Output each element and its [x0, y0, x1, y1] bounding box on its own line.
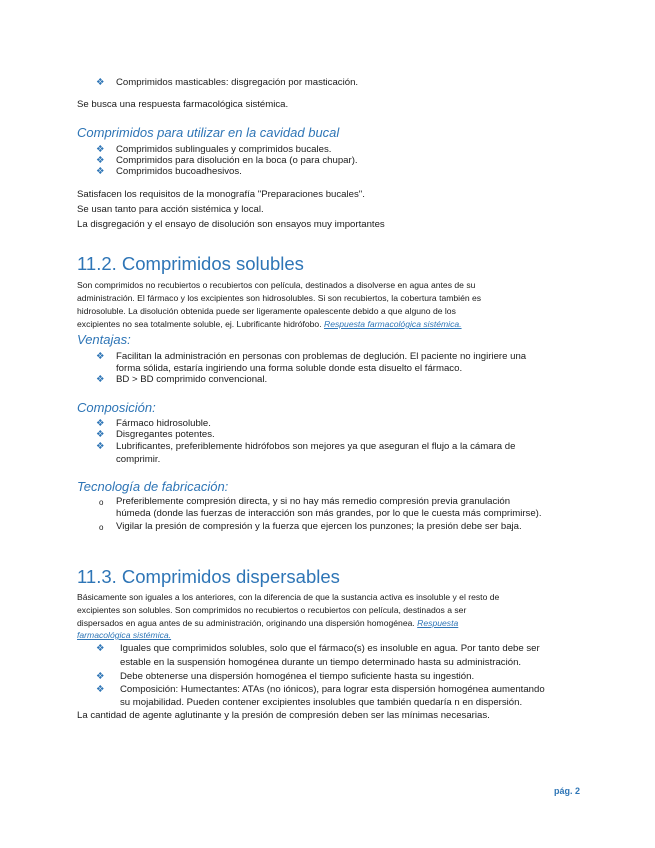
heading-ventajas: Ventajas:: [77, 332, 131, 347]
respuesta-link[interactable]: Respuesta: [417, 618, 459, 628]
list-item: Debe obtenerse una dispersión homogénea el tiempo suficiente hasta su ingestión.: [120, 671, 475, 682]
paragraph-line: Básicamente son iguales a los anteriores, con la diferencia de que la sustancia activa es insoluble y el resto de: [77, 592, 500, 602]
paragraph: La disgregación y el ensayo de disolución son ensayos muy importantes: [77, 219, 385, 230]
respuesta-link-continuation[interactable]: farmacológica sistémica.: [77, 630, 172, 640]
diamond-bullet-icon: ❖: [96, 77, 105, 88]
diamond-bullet-icon: ❖: [96, 144, 105, 155]
paragraph-line: Son comprimidos no recubiertos o recubiertos con película, destinados a disolverse en agua antes de su: [77, 280, 476, 290]
list-item: Facilitan la administración en personas con problemas de deglución. El paciente no ingiriere una: [116, 351, 527, 362]
diamond-bullet-icon: ❖: [96, 418, 105, 429]
heading-comprimidos-solubles: 11.2. Comprimidos solubles: [77, 253, 304, 274]
list-item: Fármaco hidrosoluble.: [116, 418, 211, 429]
diamond-bullet-icon: ❖: [96, 441, 105, 452]
list-item-continuation: su mojabilidad. Pueden contener excipientes insolubles que también quedaría n en dispersión.: [120, 697, 523, 708]
heading-composicion: Composición:: [77, 400, 156, 415]
diamond-bullet-icon: ❖: [96, 671, 105, 682]
heading-cavidad-bucal: Comprimidos para utilizar en la cavidad bucal: [77, 125, 340, 140]
paragraph-line: [77, 629, 171, 642]
diamond-bullet-icon: ❖: [96, 643, 105, 654]
list-item: Disgregantes potentes.: [116, 429, 215, 440]
heading-tecnologia: Tecnología de fabricación:: [77, 479, 229, 494]
paragraph-line: hidrosoluble. La disolución obtenida puede ser ligeramente opalescente debido a que alguno de los: [77, 306, 456, 316]
list-item: Vigilar la presión de compresión y la fuerza que ejercen los punzones; la presión debe ser baja.: [116, 521, 522, 532]
paragraph-line: administración. El fármaco y los excipientes son hidrosolubles. Si son recubiertos, la cobertura también es: [77, 293, 482, 303]
paragraph-line: excipientes son solubles. Son comprimidos no recubiertos o recubiertos con película, destinados a ser: [77, 605, 467, 615]
diamond-bullet-icon: ❖: [96, 166, 105, 177]
list-item: Lubrificantes, preferiblemente hidrófobos son mejores ya que aseguran el flujo a la cámara de: [116, 441, 516, 452]
circle-bullet-icon: o: [99, 523, 104, 532]
diamond-bullet-icon: ❖: [96, 374, 105, 385]
paragraph: Se usan tanto para acción sistémica y local.: [77, 204, 264, 215]
circle-bullet-icon: o: [99, 498, 104, 507]
list-item: Composición: Humectantes: ATAs (no iónicos), para lograr esta dispersión homogénea aumentando: [120, 684, 545, 695]
paragraph-sistemica: Se busca una respuesta farmacológica sistémica.: [77, 99, 289, 110]
paragraph-text: dispersados en agua antes de su administración, originando una dispersión homogénea.: [77, 618, 415, 628]
paragraph: Satisfacen los requisitos de la monografía "Preparaciones bucales".: [77, 189, 365, 200]
list-item: Preferiblemente compresión directa, y si no hay más remedio compresión previa granulación: [116, 496, 511, 507]
paragraph-text: excipientes no sea totalmente soluble, ej. Lubrificante hidrófobo.: [77, 319, 322, 329]
diamond-bullet-icon: ❖: [96, 684, 105, 695]
list-item: BD > BD comprimido convencional.: [116, 374, 268, 385]
diamond-bullet-icon: ❖: [96, 351, 105, 362]
list-item-continuation: comprimir.: [116, 454, 161, 465]
heading-comprimidos-dispersables: 11.3. Comprimidos dispersables: [77, 566, 340, 587]
diamond-bullet-icon: ❖: [96, 429, 105, 440]
bullet-masticables: Comprimidos masticables: disgregación por masticación.: [116, 77, 359, 88]
list-item-continuation: húmeda (donde las fuerzas de interacción son más grandes, por lo que le cuesta más comprimirse).: [116, 508, 542, 519]
list-item-continuation: forma sólida, estaría ingiriendo una forma soluble donde esta disuelto el fármaco.: [116, 363, 463, 374]
respuesta-link[interactable]: Respuesta farmacológica sistémica.: [324, 319, 462, 329]
diamond-bullet-icon: ❖: [96, 155, 105, 166]
paragraph-final: La cantidad de agente aglutinante y la presión de compresión deben ser las mínimas necesarias.: [77, 710, 490, 721]
list-item: Comprimidos para disolución en la boca (o para chupar).: [116, 155, 358, 166]
list-item-continuation: estable en la suspensión homogénea durante un tiempo determinado hasta su administración.: [120, 657, 522, 668]
list-item: Iguales que comprimidos solubles, solo que el fármaco(s) es insoluble en agua. Por tanto debe ser: [120, 643, 540, 654]
paragraph-line: [77, 318, 462, 331]
page-number: pág. 2: [553, 786, 580, 796]
list-item: Comprimidos sublinguales y comprimidos bucales.: [116, 144, 332, 155]
list-item: Comprimidos bucoadhesivos.: [116, 166, 242, 177]
